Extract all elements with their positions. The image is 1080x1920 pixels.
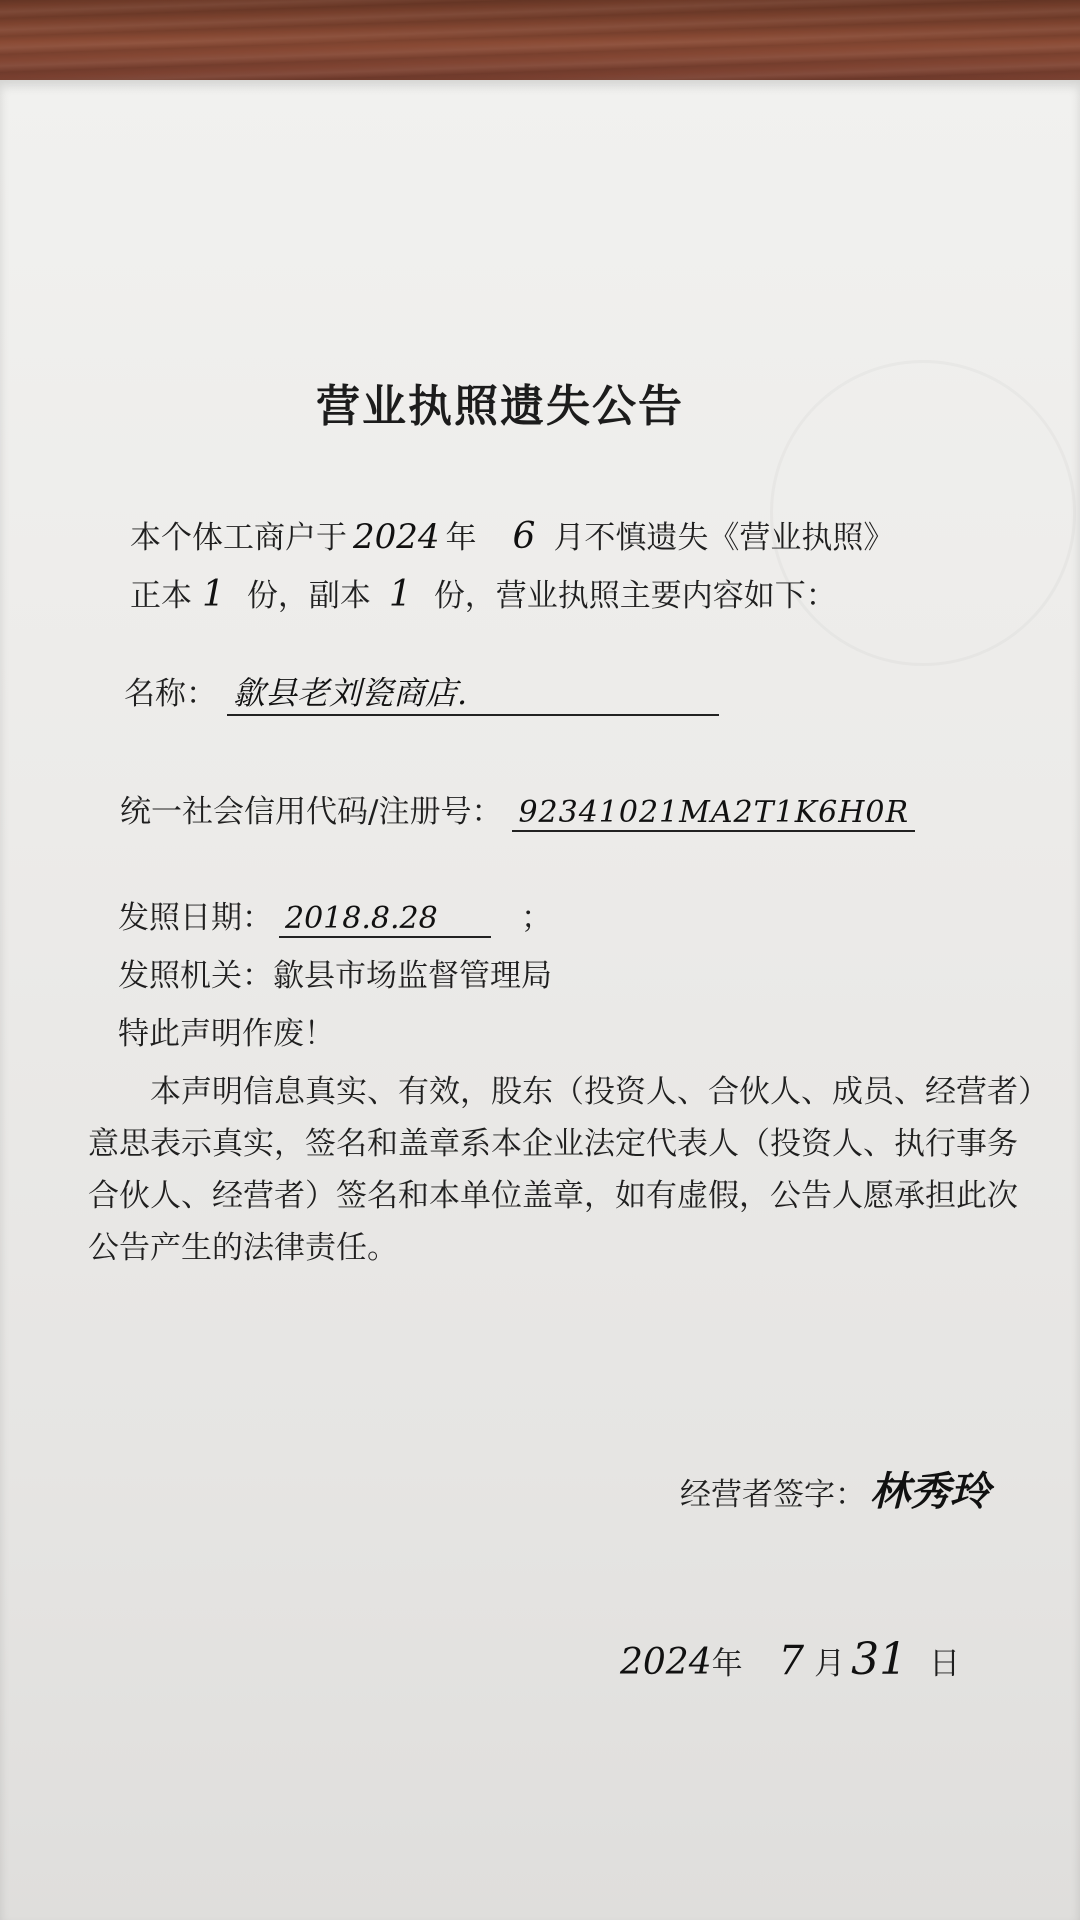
issue-date-field xyxy=(118,892,552,938)
authority-label: 发照机关： xyxy=(118,958,273,994)
date-year-handwritten: 2024 xyxy=(620,1642,712,1683)
business-name-handwritten: 歙县老刘瓷商店. xyxy=(227,668,719,716)
loss-year-handwritten: 2024 xyxy=(353,517,440,557)
handwritten-signature: 林秀玲 xyxy=(870,1468,990,1515)
date-day-handwritten: 31 xyxy=(851,1634,908,1685)
copy-label: 份，副本 xyxy=(246,578,371,614)
intro-line-2-suffix: 份，营业执照主要内容如下： xyxy=(433,578,837,614)
issue-date-handwritten: 2018.8.28 xyxy=(279,901,491,938)
signature-block xyxy=(680,1460,990,1517)
copy-count-handwritten: 1 xyxy=(388,574,412,615)
original-count-handwritten: 1 xyxy=(202,574,225,615)
authority-field xyxy=(118,950,552,995)
loss-month-handwritten: 6 xyxy=(512,516,536,557)
original-label: 正本 xyxy=(130,578,192,614)
date-day-label: 日 xyxy=(929,1646,961,1682)
void-statement: 特此声明作废！ xyxy=(118,1016,335,1052)
issue-date-semicolon: ； xyxy=(521,900,552,936)
date-year-label: 年 xyxy=(711,1646,743,1682)
intro-suffix: 月不慎遗失《营业执照》 xyxy=(553,520,895,556)
intro-line-1 xyxy=(130,512,894,557)
intro-prefix: 本个体工商户于 xyxy=(130,520,347,556)
notice-title: 营业执照遗失公告 xyxy=(316,381,684,432)
credit-code-handwritten: 92341021MA2T1K6H0R xyxy=(512,795,915,832)
credit-code-field xyxy=(120,786,915,832)
authority-value: 歙县市场监督管理局 xyxy=(273,958,552,994)
issue-date-label: 发照日期： xyxy=(118,900,273,936)
date-month-handwritten: 7 xyxy=(778,1638,805,1684)
notice-date xyxy=(620,1634,960,1685)
signature-label: 经营者签字： xyxy=(680,1477,866,1513)
declaration-paragraph: 本声明信息真实、有效，股东（投资人、合伙人、成员、经营者）意思表示真实，签名和盖章系本企业法定代表人（投资人、执行事务合伙人、经营者）签名和本单位盖章，如有虚假，公告人愿承担此次公告产生的法律责任。 xyxy=(88,1074,1034,1266)
date-month-label: 月 xyxy=(814,1646,846,1682)
name-field xyxy=(124,668,719,716)
intro-line-2 xyxy=(130,570,837,615)
credit-code-label: 统一社会信用代码/注册号： xyxy=(120,794,503,830)
year-label: 年 xyxy=(445,520,477,556)
name-label: 名称： xyxy=(124,676,217,712)
